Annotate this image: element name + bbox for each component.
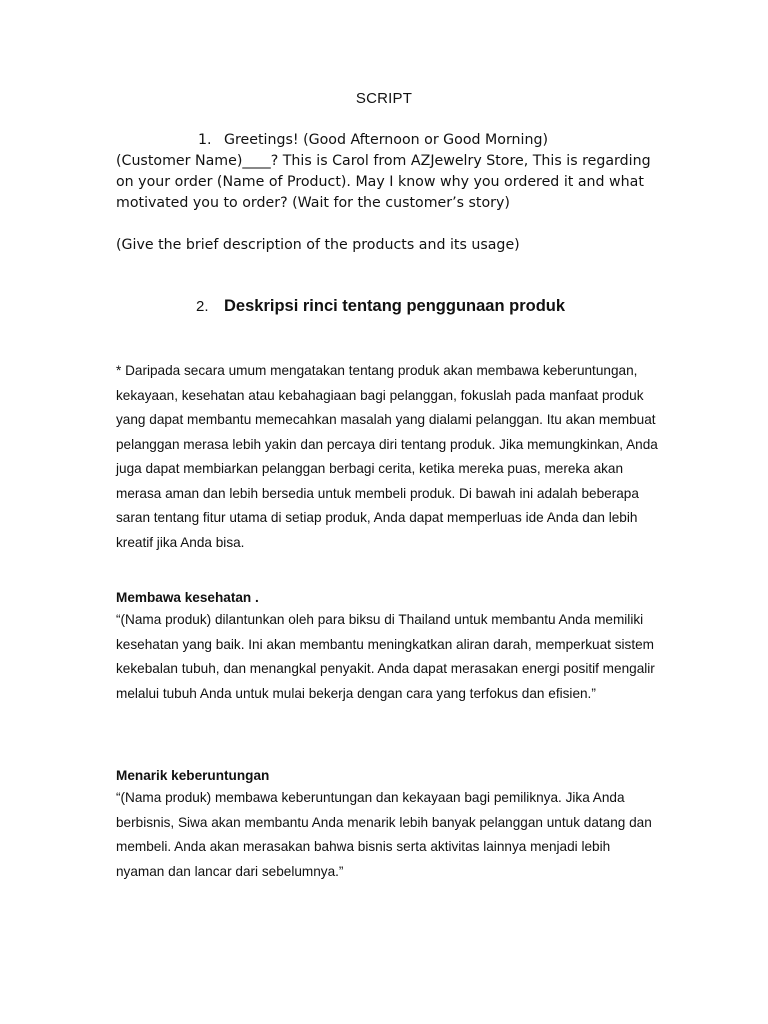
benefit-heading: Membawa kesehatan . [116,590,259,605]
section-2-heading [196,297,565,316]
section-2-title: Deskripsi rinci tentang penggunaan produk [224,297,566,315]
benefit-text: “(Nama produk) membawa keberuntungan dan kekayaan bagi pemiliknya. Jika Anda berbisnis, Siwa akan membantu Anda menarik lebih banyak pelanggan untuk datang dan membeli. Anda akan merasakan bahwa bisnis serta aktivitas lainnya menjadi lebih nyaman dan lancar dari sebelumnya.” [116,790,652,879]
section-1-heading-line [116,130,656,151]
document-title: SCRIPT [355,90,413,107]
section-1-greeting: Greetings! (Good Afternoon or Good Morning) [224,132,549,148]
section-1-note: (Give the brief description of the products and its usage) [116,237,520,253]
section-1-number: 1. [198,132,212,148]
benefit-block-luck [116,766,656,884]
benefit-block-health [116,588,656,706]
section-1 [116,130,656,256]
benefit-heading: Menarik keberuntungan [116,768,270,783]
benefit-text: “(Nama produk) dilantunkan oleh para biksu di Thailand untuk membantu Anda memiliki kesehatan yang baik. Ini akan membantu meningkatkan aliran darah, memperkuat sistem kekebalan tubuh, dan menangkal penyakit. Anda dapat merasakan energi positif mengalir melalui tubuh Anda untuk mulai bekerja dengan cara yang terfokus dan efisien.” [116,612,655,701]
section-2-number: 2. [196,298,209,315]
section-1-body: (Customer Name)____? This is Carol from AZJewelry Store, This is regarding on your order (Name of Product). May I know why you ordered it and what motivated you to order? (Wait for the customer’s story) [116,153,651,211]
intro-paragraph: * Daripada secara umum mengatakan tentang produk akan membawa keberuntungan, kekayaan, kesehatan atau kebahagiaan bagi pelanggan, fokuslah pada manfaat produk yang dapat membantu memecahkan masalah yang dialami pelanggan. Itu akan membuat pelanggan merasa lebih yakin dan percaya diri tentang produk. Jika memungkinkan, Anda juga dapat membiarkan pelanggan berbagi cerita, ketika mereka puas, mereka akan merasa aman dan lebih bersedia untuk membeli produk. Di bawah ini adalah beberapa saran tentang fitur utama di setiap produk, Anda dapat memperluas ide Anda dan lebih kreatif jika Anda bisa. [116,363,658,550]
